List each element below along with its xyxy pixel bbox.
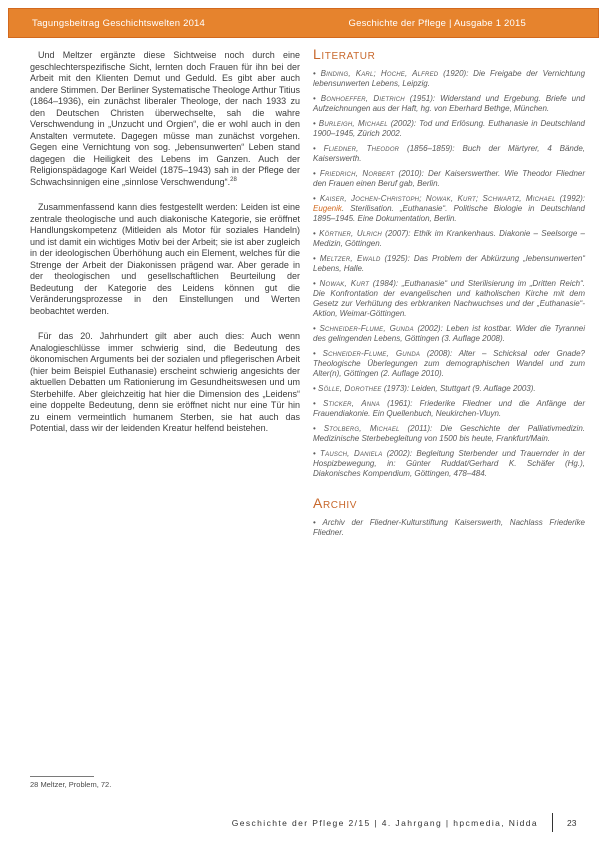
reference-authors: Sticker, Anna (322, 399, 380, 408)
reference-text: (2007): Ethik im Krankenhaus. Diakonie – Seelsorge – Medizin, Göttingen. (313, 229, 585, 248)
reference-text: (1951): Widerstand und Ergebung. Briefe und Aufzeichnungen aus der Haft, hg. von Eberhard Bethge, München. (313, 94, 585, 113)
reference-authors: Stolberg, Michael (323, 424, 400, 433)
reference-authors: Sölle, Dorothee (318, 384, 382, 393)
reference-authors: Körtner, Ulrich (319, 229, 382, 238)
reference-authors: Nowak, Kurt (319, 279, 370, 288)
reference-item (313, 69, 585, 89)
reference-authors: Schneider-Flume, Gunda (322, 349, 421, 358)
reference-item (313, 324, 585, 344)
footer-journal-line: Geschichte der Pflege 2/15 | 4. Jahrgang | hpcmedia, Nidda (231, 817, 538, 828)
reference-text: (2002): Tod und Erlösung. Euthanasie in Deutschland 1900–1945, Zürich 2002. (313, 119, 585, 138)
reference-authors: Schneider-Flume, Gunda (319, 324, 414, 333)
reference-text: (1961): Friederike Fliedner und die Anfänge der Frauendiakonie. Ein Quellenbuch, Neukirchen-Vluyn. (313, 399, 586, 418)
reference-text: (1925): Das Problem der Abkürzung „lebensunwerten“ Lebens, Halle. (313, 254, 585, 273)
article-paragraph: Zusammenfassend kann dies festgestellt werden: Leiden ist eine zentrale theologische und auch diakonische Kategorie, sie eröffnet Handlungskompetenz (Mitleiden als Motor für soziales Handeln) und ist damit ein wichtiges Motiv bei der Arbeit; sie ist aber zugleich in der ideologischen Überhöhung auch ein Element, welches für die Strenge der Arbeit der Diakonissen prägend war. Aber gerade in der theologischen und gesellschaftlichen Beurteilung der Bedeutung der Kategorie des Leidens können gut die Veränderungsprozesse in den Einstellungen und Werten beobachtet werden. (30, 202, 300, 316)
reference-item (313, 399, 585, 419)
archiv-list (313, 518, 585, 538)
reference-item (313, 349, 585, 379)
page-footer (0, 813, 583, 832)
reference-authors: Kaiser, Jochen-Christoph; Nowak, Kurt; Schwartz, Michael (319, 194, 556, 203)
article-paragraph: Für das 20. Jahrhundert gilt aber auch dies: Auch wenn Analogieschlüsse immer schwierig sind, die Bedeutung des ökonomischen Arguments bei der sozialen und pflegerischen Arbeit (hier beim Beispiel Euthanasie) erscheint schwierig angesichts der aktuellen Debatten um Rationierung im Gesundheitswesen und um Sterbehilfe. Aber gleichzeitig hat hier die Dimension des „Leidens“ eine doppelte Bedeutung, denn sie eröffnet nicht nur eine Tür hin zu einem vermeintlich humanem Sterben, sie hat auch das Potential, dass wir der leidenden Kreatur helfend beistehen. (30, 331, 300, 433)
reference-text: (2002): Leben ist kostbar. Wider die Tyrannei des gelingenden Lebens, Göttingen (3. Auflage 2008). (313, 324, 585, 343)
reference-text: (2010): Der Kaiserswerther. Wie Theodor Fliedner den Frauen einen Beruf gab, Berlin. (313, 169, 585, 188)
reference-text: (2008): Alter – Schicksal oder Gnade? Theologische Überlegungen zum demographischen Wandel und zum Alter(n), Göttingen (2. Auflage 2010). (313, 349, 585, 378)
header-journal-issue: Geschichte der Pflege | Ausgabe 1 2015 (348, 17, 526, 29)
reference-authors: Meltzer, Ewald (319, 254, 381, 263)
footer-divider (552, 813, 553, 832)
footnote-block (30, 776, 300, 789)
reference-item (313, 144, 585, 164)
literatur-list (313, 69, 585, 479)
reference-authors: Burleigh, Michael (318, 119, 388, 128)
reference-item (313, 384, 585, 394)
reference-authors: Tausch, Daniela (320, 449, 383, 458)
page-number: 23 (567, 817, 577, 828)
reference-text: . Sterilisation. „Euthanasie“. Politische Biologie in Deutschland 1895–1945. Eine Dokumentation, Berlin. (313, 204, 585, 223)
footnote-reference-marker: 28 (230, 176, 237, 183)
reference-item (313, 449, 585, 479)
paragraph-text: Und Meltzer ergänzte diese Sichtweise noch durch eine geschlechterspezifische Sicht, lernten doch Frauen für ihn bei der Arbeit mit den Klienten Demut und Geduld. Es gibt aber auch andere Stimmen. Der Berliner Systematische Theologe Arthur Titius (1864–1936), ein zunächst liberaler Theologe, der nach 1933 zu den Deutschen Christen überwechselte, sah die wahre Verschwendung in „Unzucht und Orgien“, die er wohl auch in den Anstalten vermutete. Dagegen müsse man zunächst vorgehen. Gegen eine Vernichtung von sog. „lebensunwerten“ Leben stand dagegen die Heiligkeit des Lebens im Ganzen. Auch der Religionspädagoge Karl Weidel (1875–1943) sah in der Pflege der Schwachsinnigen eine „sinnlose Verschwendung“. (30, 50, 300, 187)
reference-item (313, 424, 585, 444)
footnote-number: 28 (30, 780, 39, 789)
reference-text: (1992): (555, 194, 585, 203)
footnote-text: Meltzer, Problem, 72. (40, 780, 112, 789)
article-body-column (30, 50, 300, 449)
reference-authors: Bonhoeffer, Dietrich (320, 94, 405, 103)
reference-authors: Binding, Karl; Hoche, Alfred (320, 69, 439, 78)
archive-item (313, 518, 585, 538)
reference-item (313, 169, 585, 189)
literatur-heading: Literatur (313, 46, 376, 62)
archiv-heading: Archiv (313, 495, 358, 511)
reference-text: (1920): Die Freigabe der Vernichtung lebensunwerten Lebens, Leipzig. (313, 69, 586, 88)
references-column (313, 46, 585, 554)
reference-text: (2002): Begleitung Sterbender und Trauernder in der Hospizbewegung, in: Günter Ruddat/Gerhard K. Schäfer (Hg.), Diakonisches Kompendium, Göttingen, 478–484. (313, 449, 585, 478)
reference-text: (1984): „Euthanasie“ und Sterilisierung im „Dritten Reich“. Die Konfrontation der evangelischen und katholischen Kirche mit dem Gesetz zur Verhütung des erbkranken Nachwuchses und der „Euthanasie“-Aktion, Weimar-Göttingen. (313, 279, 585, 318)
header-article-type: Tagungsbeitrag Geschichtswelten 2014 (32, 17, 206, 29)
page-header-bar (8, 8, 599, 38)
reference-item (313, 194, 585, 224)
archive-text: Archiv der Fliedner-Kulturstiftung Kaiserswerth, Nachlass Friederike Fliedner. (313, 518, 585, 537)
reference-text: (1973): Leiden, Stuttgart (9. Auflage 2003). (381, 384, 536, 393)
footnote-text-line (30, 780, 300, 789)
reference-item (313, 254, 585, 274)
footnote-separator-rule (30, 776, 94, 777)
reference-item (313, 119, 585, 139)
reference-item (313, 279, 585, 319)
reference-authors: Friedrich, Norbert (319, 169, 395, 178)
article-paragraph (30, 50, 300, 188)
highlighted-term-eugenik[interactable]: Eugenik (313, 204, 342, 213)
reference-text: (1856–1859): Buch der Märtyrer, 4 Bände, Kaiserswerth. (313, 144, 585, 163)
reference-item (313, 229, 585, 249)
reference-text: (2011): Die Geschichte der Palliativmedizin. Medizinische Sterbebegleitung von 1500 bis heute, Frankfurt/Main. (313, 424, 585, 443)
reference-authors: Fliedner, Theodor (323, 144, 400, 153)
reference-item (313, 94, 585, 114)
